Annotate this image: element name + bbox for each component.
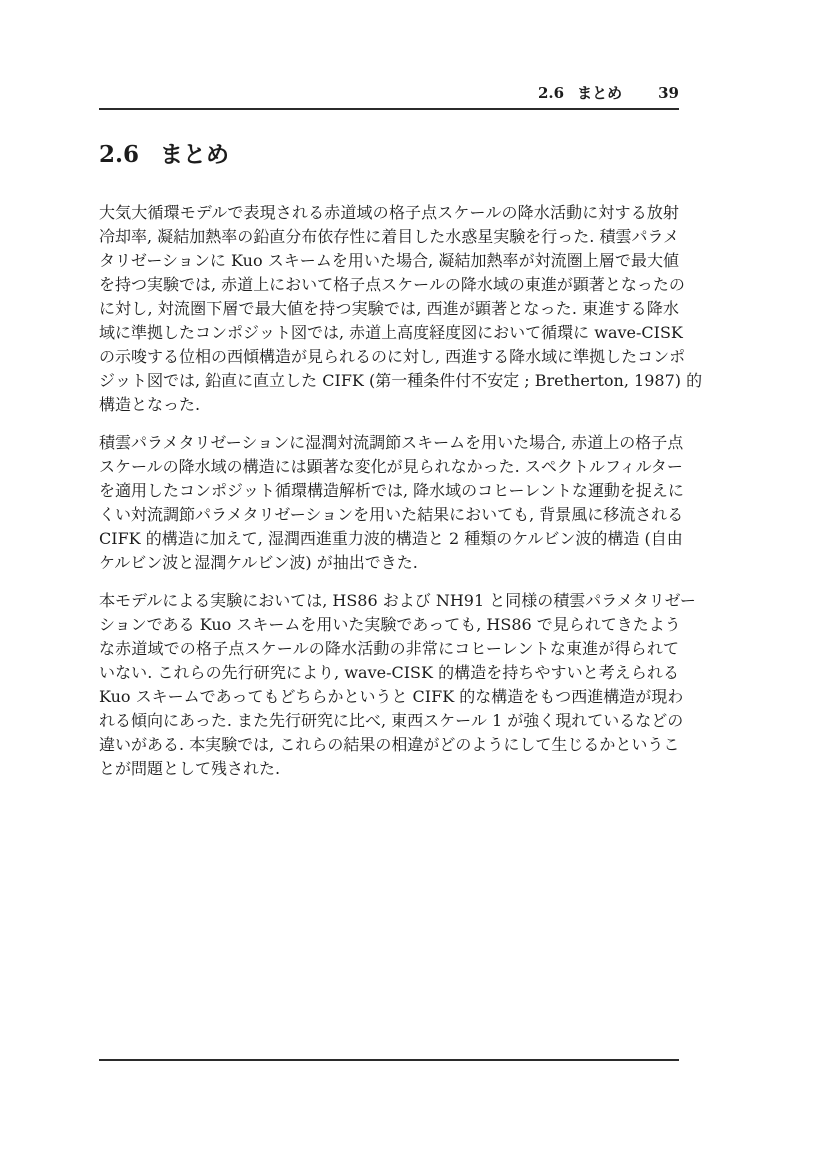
text-line: タリゼーションに Kuo スキームを用いた場合, 凝結加熱率が対流圏上層で最大値 (99, 251, 679, 270)
section-heading-number: 2.6 (99, 141, 140, 168)
text-line: CIFK 的構造に加えて, 湿潤西進重力波的構造と 2 種類のケルビン波的構造 (自由 (99, 529, 683, 548)
footer-rule (99, 1059, 679, 1061)
text-line: 本モデルによる実験においては, HS86 および NH91 と同様の積雲パラメタリゼー (99, 591, 696, 610)
body-text (99, 201, 703, 795)
text-line: に対し, 対流圏下層で最大値を持つ実験では, 西進が顕著となった. 東進する降水 (99, 299, 679, 318)
text-line: 冷却率, 凝結加熱率の鉛直分布依存性に着目した水惑星実験を行った. 積雲パラメ (99, 227, 679, 246)
text-line: Kuo スキームであってもどちらかというと CIFK 的な構造をもつ西進構造が現わ (99, 687, 684, 706)
section-heading (99, 141, 679, 169)
header-page-number: 39 (658, 84, 679, 102)
text-line: 構造となった. (99, 395, 201, 414)
text-line: の示唆する位相の西傾構造が見られるのに対し, 西進する降水域に準拠したコンポ (99, 347, 686, 366)
running-header (99, 82, 679, 110)
text-line: ケルビン波と湿潤ケルビン波) が抽出できた. (99, 553, 418, 572)
text-line: くい対流調節パラメタリゼーションを用いた結果においても, 背景風に移流される (99, 505, 684, 524)
paragraph (99, 431, 684, 575)
text-line: スケールの降水域の構造には顕著な変化が見られなかった. スペクトルフィルター (99, 457, 683, 476)
text-line: 違いがある. 本実験では, これらの結果の相違がどのようにして生じるかというこ (99, 735, 680, 754)
text-line: れる傾向にあった. また先行研究に比べ, 東西スケール 1 が強く現れているなどの (99, 711, 684, 730)
text-line: とが問題として残された. (99, 759, 281, 778)
text-line: な赤道域での格子点スケールの降水活動の非常にコヒーレントな東進が得られて (99, 639, 679, 658)
text-line: 大気大循環モデルで表現される赤道域の格子点スケールの降水活動に対する放射 (99, 203, 679, 222)
header-section-number: 2.6 (538, 84, 565, 102)
text-line: を適用したコンポジット循環構造解析では, 降水域のコヒーレントな運動を捉えに (99, 481, 684, 500)
header-section-title: まとめ (577, 84, 623, 102)
text-line: いない. これらの先行研究により, wave-CISK 的構造を持ちやすいと考えられる (99, 663, 679, 682)
text-line: 積雲パラメタリゼーションに湿潤対流調節スキームを用いた場合, 赤道上の格子点 (99, 433, 684, 452)
text-line: を持つ実験では, 赤道上において格子点スケールの降水域の東進が顕著となったの (99, 275, 685, 294)
paragraph (99, 589, 696, 781)
section-heading-title: まとめ (160, 142, 230, 168)
text-line: ションである Kuo スキームを用いた実験であっても, HS86 で見られてきたよう (99, 615, 681, 634)
text-line: 域に準拠したコンポジット図では, 赤道上高度経度図において循環に wave-CISK (99, 323, 683, 342)
text-line: ジット図では, 鉛直に直立した CIFK (第一種条件付不安定 ; Bretherton, 1987) 的 (99, 371, 703, 390)
paragraph (99, 201, 703, 417)
